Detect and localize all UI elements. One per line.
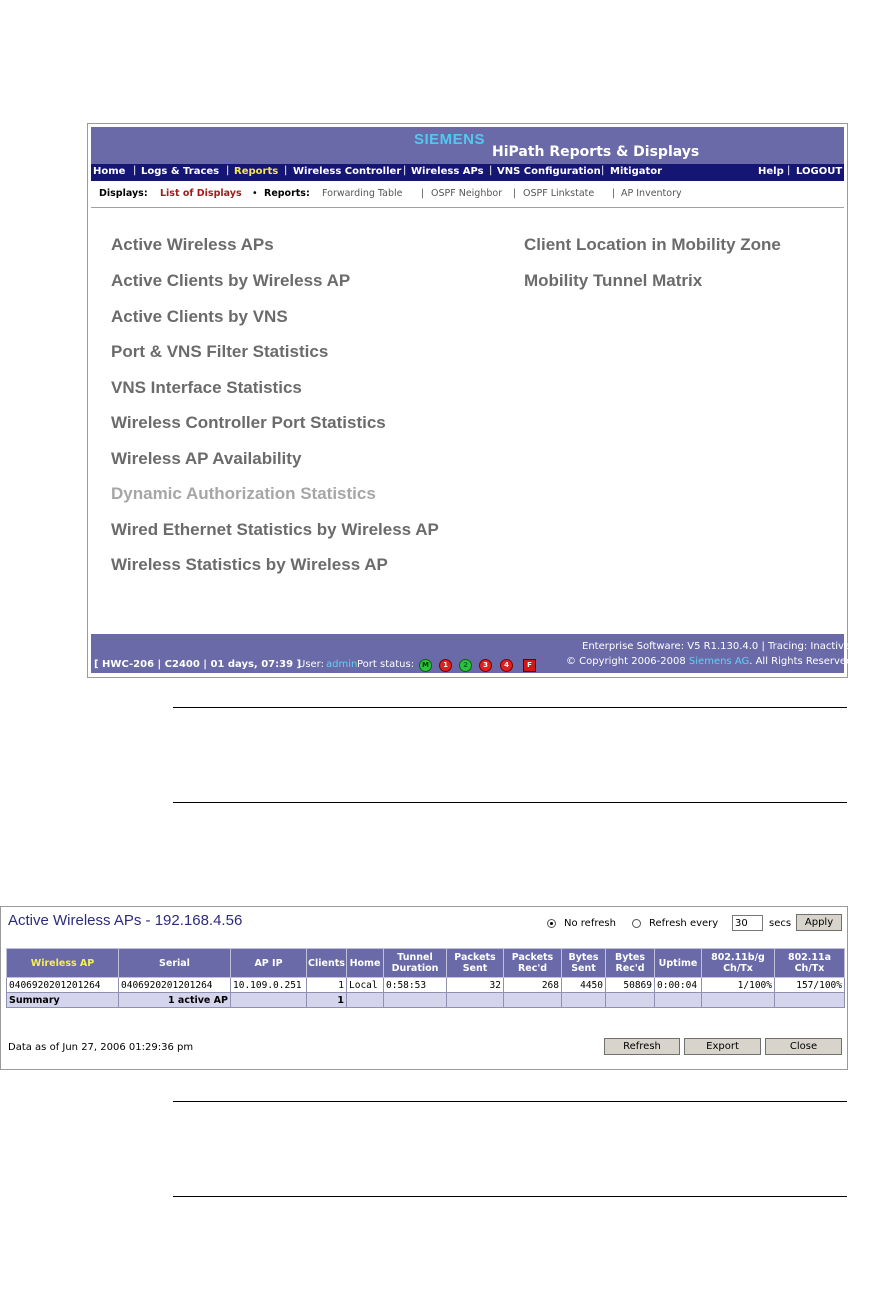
- display-link-controller-port-stats[interactable]: Wireless Controller Port Statistics: [111, 413, 386, 432]
- refresh-every-label: Refresh every: [649, 918, 719, 929]
- summary-empty: [655, 993, 702, 1008]
- table-row[interactable]: [7, 978, 845, 993]
- display-link-client-location[interactable]: Client Location in Mobility Zone: [524, 235, 781, 254]
- nav-separator: |: [601, 165, 605, 176]
- display-link-port-vns-filter-stats[interactable]: Port & VNS Filter Statistics: [111, 342, 329, 361]
- summary-empty: [606, 993, 655, 1008]
- sub-separator: |: [612, 188, 616, 199]
- no-refresh-radio[interactable]: [547, 919, 556, 928]
- main-nav: [91, 164, 844, 181]
- user-name: admin: [326, 659, 358, 670]
- display-link-active-clients-by-vns[interactable]: Active Clients by VNS: [111, 307, 288, 326]
- cell-ap-ip: 10.109.0.251: [231, 978, 307, 993]
- export-button[interactable]: Export: [684, 1038, 761, 1055]
- col-header-bytes-sent[interactable]: Bytes Sent: [562, 949, 606, 978]
- display-link-active-wireless-aps[interactable]: Active Wireless APs: [111, 235, 274, 254]
- summary-empty: [504, 993, 562, 1008]
- summary-empty: [231, 993, 307, 1008]
- copyright-text: [566, 656, 856, 667]
- cell-serial: 0406920201201264: [119, 978, 231, 993]
- summary-empty: [447, 993, 504, 1008]
- displays-label: Displays:: [99, 188, 148, 199]
- cell-tunnel-duration: 0:58:53: [384, 978, 447, 993]
- copyright-prefix: © Copyright 2006-2008: [566, 656, 686, 667]
- display-link-active-clients-by-ap[interactable]: Active Clients by Wireless AP: [111, 271, 351, 290]
- port-4-icon[interactable]: 4: [500, 659, 513, 672]
- display-link-mobility-tunnel-matrix[interactable]: Mobility Tunnel Matrix: [524, 271, 703, 290]
- reports-label: Reports:: [264, 188, 310, 199]
- reports-displays-window: [87, 123, 856, 678]
- window-title: Active Wireless APs - 192.168.4.56: [8, 912, 243, 929]
- summary-empty: [702, 993, 775, 1008]
- nav-logs-traces[interactable]: Logs & Traces: [141, 166, 220, 177]
- list-of-displays-link[interactable]: List of Displays: [160, 188, 242, 199]
- sub-separator: |: [421, 188, 425, 199]
- bullet-separator: •: [252, 188, 258, 199]
- nav-separator: |: [489, 165, 493, 176]
- nav-wireless-aps[interactable]: Wireless APs: [411, 166, 484, 177]
- cell-80211bg: 1/100%: [702, 978, 775, 993]
- col-header-uptime[interactable]: Uptime: [655, 949, 702, 978]
- summary-empty: [384, 993, 447, 1008]
- col-header-packets-recd[interactable]: Packets Rec'd: [504, 949, 562, 978]
- cell-home: Local: [347, 978, 384, 993]
- display-link-dynamic-authorization-stats[interactable]: Dynamic Authorization Statistics: [111, 484, 376, 503]
- display-link-wired-ethernet-stats[interactable]: Wired Ethernet Statistics by Wireless AP: [111, 520, 439, 539]
- cell-bytes-sent: 4450: [562, 978, 606, 993]
- rule: [173, 802, 847, 803]
- apply-button[interactable]: Apply: [796, 914, 842, 931]
- col-header-home[interactable]: Home: [347, 949, 384, 978]
- refresh-seconds-input[interactable]: [732, 915, 763, 931]
- col-header-ap-ip[interactable]: AP IP: [231, 949, 307, 978]
- refresh-every-radio[interactable]: [632, 919, 641, 928]
- col-header-tunnel-duration[interactable]: Tunnel Duration: [384, 949, 447, 978]
- secs-label: secs: [769, 918, 792, 929]
- no-refresh-label: No refresh: [564, 918, 616, 929]
- nav-separator: |: [787, 165, 791, 176]
- col-header-clients[interactable]: Clients: [307, 949, 347, 978]
- summary-empty: [347, 993, 384, 1008]
- app-header: [91, 127, 844, 164]
- cell-uptime: 0:00:04: [655, 978, 702, 993]
- cell-packets-recd: 268: [504, 978, 562, 993]
- cell-packets-sent: 32: [447, 978, 504, 993]
- summary-row: [7, 993, 845, 1008]
- col-header-packets-sent[interactable]: Packets Sent: [447, 949, 504, 978]
- controller-status: [ HWC-206 | C2400 | 01 days, 07:39 ]: [94, 659, 302, 670]
- nav-separator: |: [133, 165, 137, 176]
- nav-help[interactable]: Help: [758, 166, 784, 177]
- rule: [173, 707, 847, 708]
- table-header-row: [7, 949, 845, 978]
- report-link-forwarding-table[interactable]: Forwarding Table: [322, 188, 403, 199]
- port-m-icon[interactable]: M: [419, 659, 432, 672]
- close-button[interactable]: Close: [765, 1038, 842, 1055]
- cell-clients: 1: [307, 978, 347, 993]
- cell-wireless-ap[interactable]: 0406920201201264: [7, 978, 119, 993]
- cell-bytes-recd: 50869: [606, 978, 655, 993]
- report-link-ospf-linkstate[interactable]: OSPF Linkstate: [523, 188, 595, 199]
- product-title: HiPath Reports & Displays: [492, 144, 700, 160]
- nav-separator: |: [284, 165, 288, 176]
- display-link-wireless-stats[interactable]: Wireless Statistics by Wireless AP: [111, 555, 388, 574]
- sub-nav: [91, 182, 844, 208]
- nav-separator: |: [226, 165, 230, 176]
- col-header-serial[interactable]: Serial: [119, 949, 231, 978]
- status-footer: [91, 634, 856, 673]
- active-aps-table: [6, 948, 845, 1008]
- port-f-icon[interactable]: F: [523, 659, 536, 672]
- rule: [173, 1196, 847, 1197]
- col-header-wireless-ap[interactable]: Wireless AP: [7, 949, 119, 978]
- summary-empty: [562, 993, 606, 1008]
- col-header-80211a[interactable]: 802.11a Ch/Tx: [775, 949, 845, 978]
- col-header-bytes-recd[interactable]: Bytes Rec'd: [606, 949, 655, 978]
- port-3-icon[interactable]: 3: [479, 659, 492, 672]
- display-link-vns-interface-stats[interactable]: VNS Interface Statistics: [111, 378, 302, 397]
- software-version: Enterprise Software: V5 R1.130.4.0 | Tracing: Inactive: [582, 641, 851, 652]
- rule: [173, 1101, 847, 1102]
- nav-separator: |: [403, 165, 407, 176]
- nav-vns-configuration[interactable]: VNS Configuration: [497, 166, 601, 177]
- report-link-ap-inventory[interactable]: AP Inventory: [621, 188, 682, 199]
- siemens-logo: SIEMENS: [414, 131, 486, 148]
- sub-separator: |: [513, 188, 517, 199]
- active-wireless-aps-window: [0, 906, 848, 1070]
- summary-serial: 1 active AP: [119, 993, 231, 1008]
- summary-clients: 1: [307, 993, 347, 1008]
- summary-label: Summary: [7, 993, 119, 1008]
- port-2-icon[interactable]: 2: [459, 659, 472, 672]
- user-label: User:: [298, 659, 324, 670]
- display-link-ap-availability[interactable]: Wireless AP Availability: [111, 449, 302, 468]
- cell-80211a: 157/100%: [775, 978, 845, 993]
- col-header-80211bg[interactable]: 802.11b/g Ch/Tx: [702, 949, 775, 978]
- port-1-icon[interactable]: 1: [439, 659, 452, 672]
- nav-mitigator[interactable]: Mitigator: [610, 166, 663, 177]
- report-link-ospf-neighbor[interactable]: OSPF Neighbor: [431, 188, 503, 199]
- siemens-ag-link[interactable]: Siemens AG: [688, 656, 750, 667]
- refresh-button[interactable]: Refresh: [604, 1038, 680, 1055]
- nav-logout[interactable]: LOGOUT: [796, 166, 843, 177]
- nav-home[interactable]: Home: [93, 166, 126, 177]
- copyright-suffix: . All Rights Reserved.: [749, 656, 856, 667]
- nav-wireless-controller[interactable]: Wireless Controller: [293, 166, 402, 177]
- nav-reports[interactable]: Reports: [234, 166, 279, 177]
- port-status-label: Port status:: [357, 659, 415, 670]
- data-timestamp: Data as of Jun 27, 2006 01:29:36 pm: [8, 1042, 194, 1053]
- summary-empty: [775, 993, 845, 1008]
